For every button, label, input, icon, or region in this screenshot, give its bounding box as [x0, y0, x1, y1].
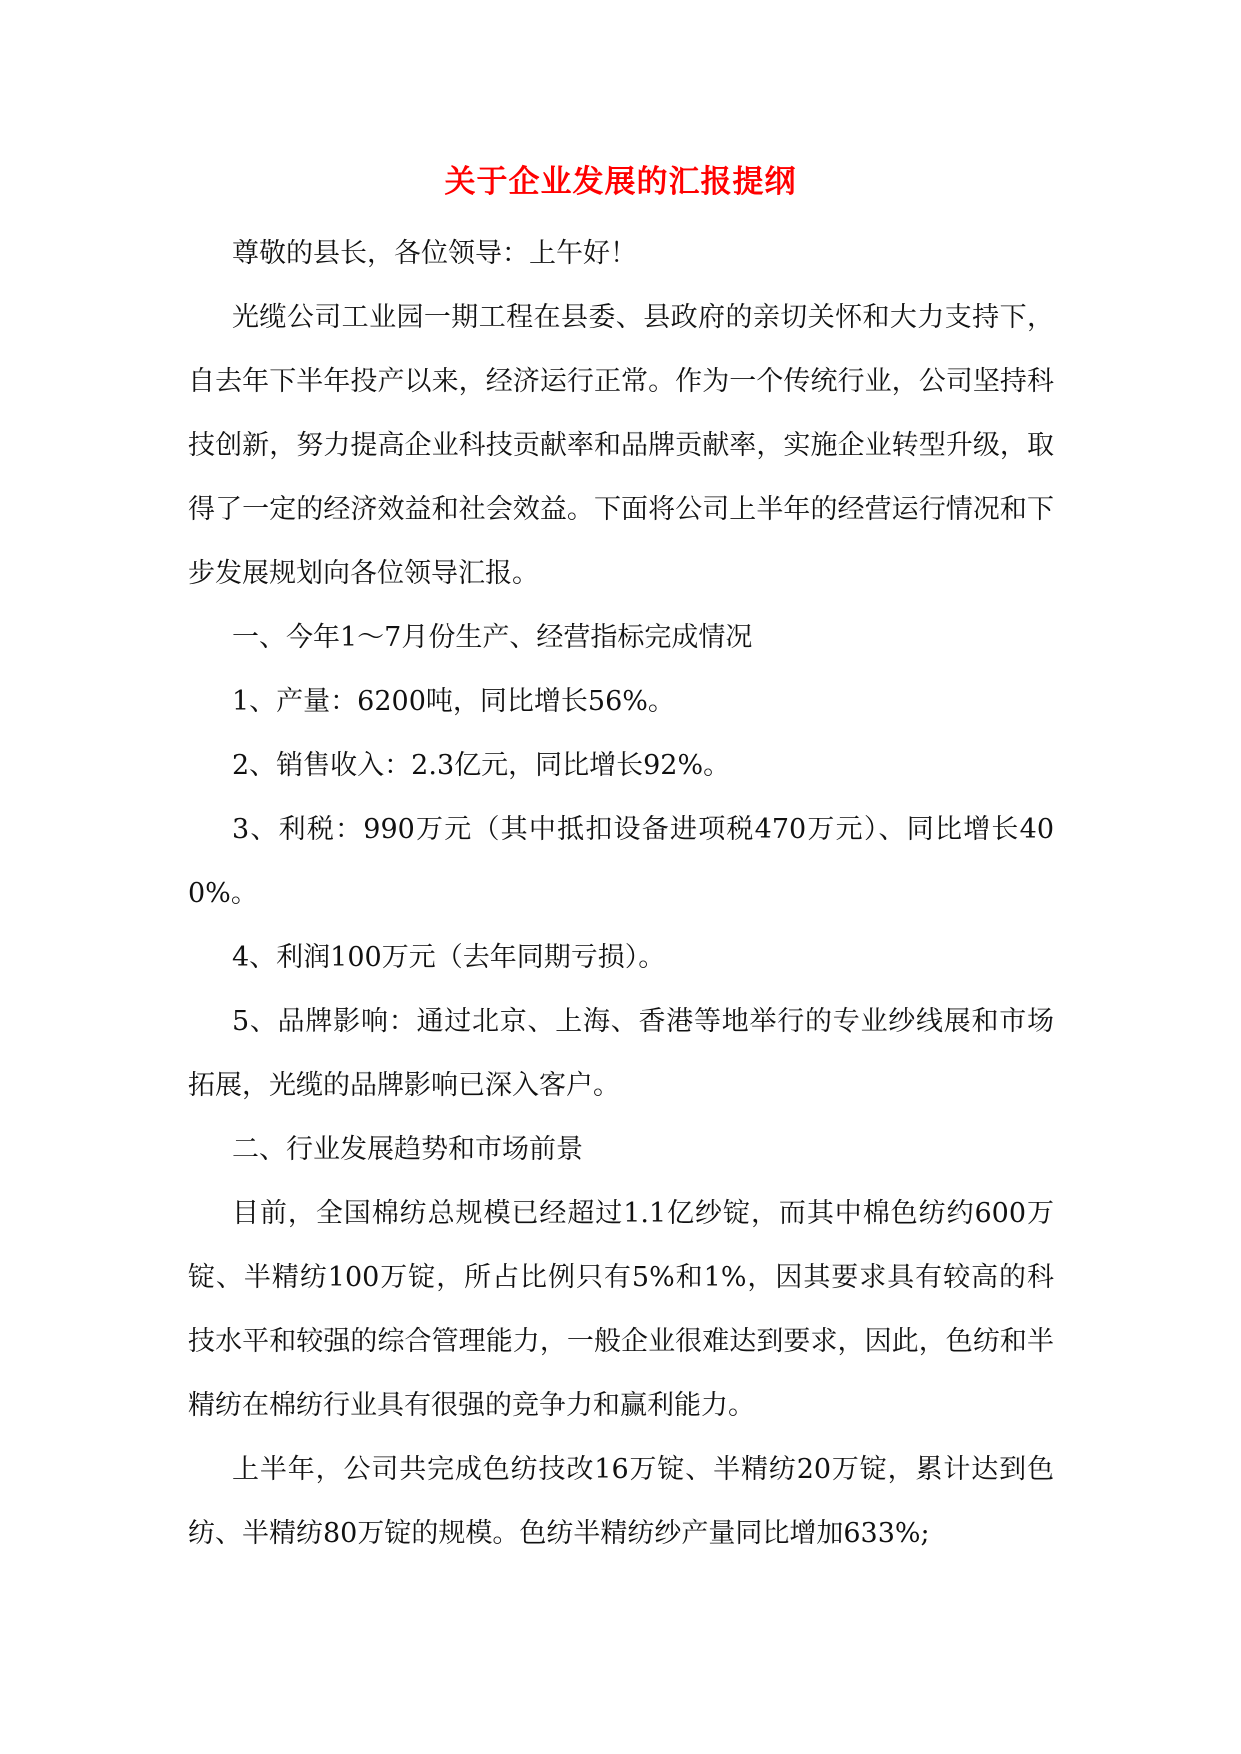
list-item-tax: 3、利税：990万元（其中抵扣设备进项税470万元）、同比增长400%。 — [188, 814, 1054, 909]
list-item-sales: 2、销售收入：2.3亿元，同比增长92%。 — [232, 750, 731, 781]
list-item-output: 1、产量：6200吨，同比增长56%。 — [232, 686, 675, 717]
document-title: 关于企业发展的汇报提纲 — [444, 164, 797, 200]
list-item-profit: 4、利润100万元（去年同期亏损）。 — [232, 942, 666, 973]
greeting-paragraph: 尊敬的县长，各位领导：上午好！ — [232, 238, 637, 269]
industry-paragraph: 目前，全国棉纺总规模已经超过1.1亿纱锭，而其中棉色纺约600万锭、半精纺100万锭，所占比例只有5%和1%，因其要求具有较高的科技水平和较强的综合管理能力，一般企业很难达到要求，因此，色纺和半精纺在棉纺行业具有很强的竞争力和赢利能力。 — [188, 1198, 1054, 1421]
document-body — [188, 222, 1054, 1566]
intro-paragraph: 光缆公司工业园一期工程在县委、县政府的亲切关怀和大力支持下，自去年下半年投产以来，经济运行正常。作为一个传统行业，公司坚持科技创新，努力提高企业科技贡献率和品牌贡献率，实施企业转型升级，取得了一定的经济效益和社会效益。下面将公司上半年的经营运行情况和下步发展规划向各位领导汇报。 — [188, 302, 1054, 589]
progress-paragraph: 上半年，公司共完成色纺技改16万锭、半精纺20万锭，累计达到色纺、半精纺80万锭的规模。色纺半精纺纱产量同比增加633%; — [188, 1454, 1054, 1549]
section-heading-1: 一、今年1～7月份生产、经营指标完成情况 — [232, 622, 753, 653]
section-heading-2: 二、行业发展趋势和市场前景 — [232, 1134, 583, 1165]
list-item-brand: 5、品牌影响：通过北京、上海、香港等地举行的专业纱线展和市场拓展，光缆的品牌影响已深入客户。 — [188, 1006, 1054, 1101]
